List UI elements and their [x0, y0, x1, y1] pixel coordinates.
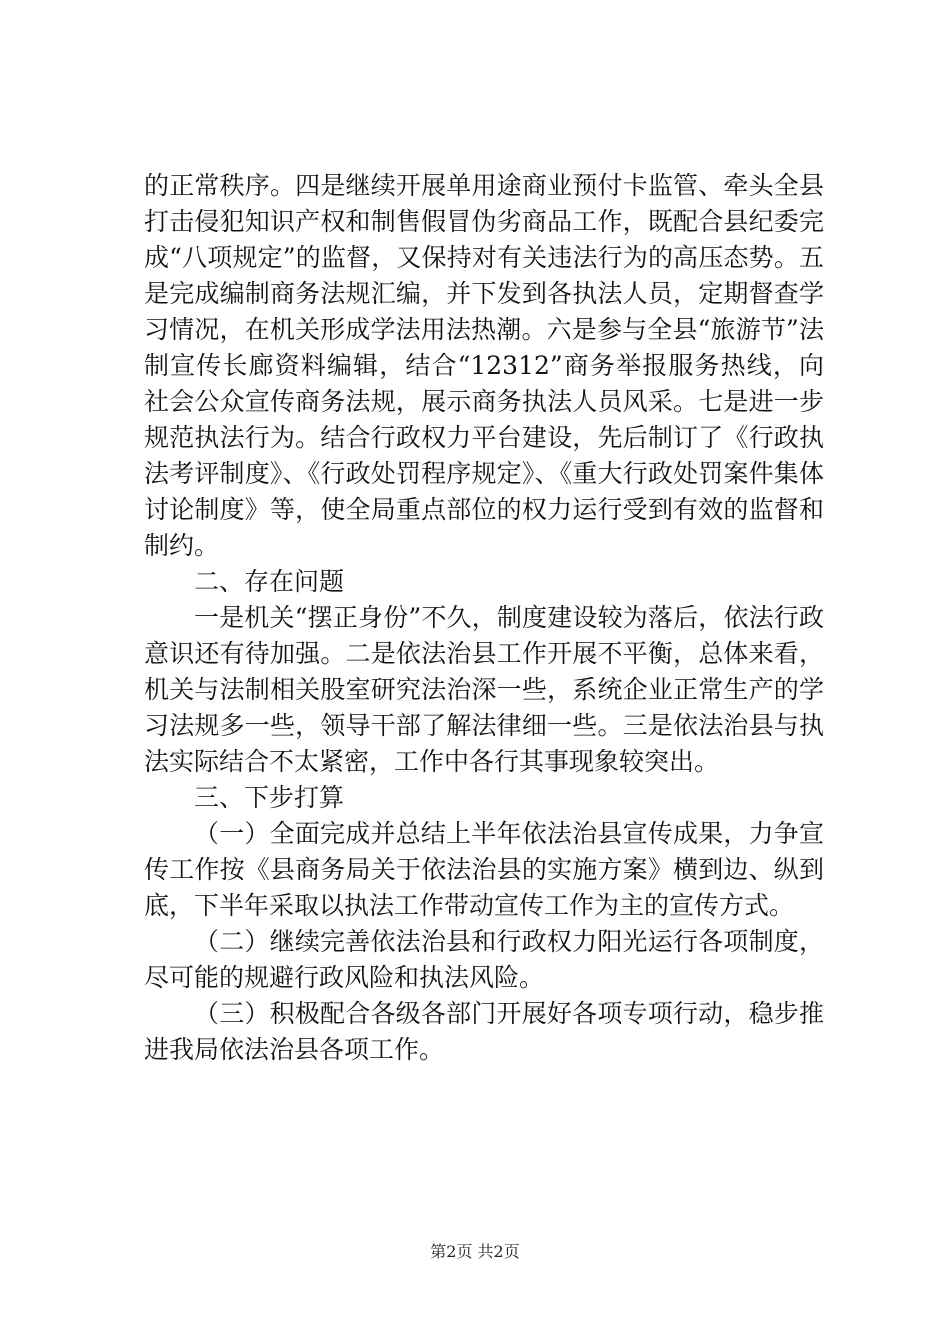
paragraph-continuation: 的正常秩序。四是继续开展单用途商业预付卡监管、牵头全县打击侵犯知识产权和制售假冒伪劣商品工作，既配合县纪委完成“八项规定”的监督，又保持对有关违法行为的高压态势。五是完成编制商务法规汇编，并下发到各执法人员，定期督查学习情况，在机关形成学法用法热潮。六是参与全县“旅游节”法制宣传长廊资料编辑，结合“12312”商务举报服务热线，向社会公众宣传商务法规，展示商务执法人员风采。七是进一步规范执法行为。结合行政权力平台建设，先后制订了《行政执法考评制度》、《行政处罚程序规定》、《重大行政处罚案件集体讨论制度》等，使全局重点部位的权力运行受到有效的监督和制约。 — [144, 171, 824, 560]
page-footer — [0, 1242, 950, 1262]
paragraph-problems: 一是机关“摆正身份”不久，制度建设较为落后，依法行政意识还有待加强。二是依法治县工作开展不平衡，总体来看，机关与法制相关股室研究法治深一些，系统企业正常生产的学习法规多一些，领导干部了解法律细一些。三是依法治县与执法实际结合不太紧密，工作中各行其事现象较突出。 — [144, 603, 824, 776]
section-heading-problems: 二、存在问题 — [194, 567, 345, 596]
document-body — [144, 168, 824, 1068]
paragraph-next-step-3: （三）积极配合各级各部门开展好各项专项行动，稳步推进我局依法治县各项工作。 — [144, 999, 824, 1064]
page-number: 第2页 共2页 — [430, 1242, 520, 1261]
paragraph-next-step-2: （二）继续完善依法治县和行政权力阳光运行各项制度，尽可能的规避行政风险和执法风险。 — [144, 927, 824, 992]
paragraph-next-step-1: （一）全面完成并总结上半年依法治县宣传成果，力争宣传工作按《县商务局关于依法治县的实施方案》横到边、纵到底，下半年采取以执法工作带动宣传工作为主的宣传方式。 — [144, 819, 824, 920]
section-heading-next-steps: 三、下步打算 — [194, 783, 345, 812]
